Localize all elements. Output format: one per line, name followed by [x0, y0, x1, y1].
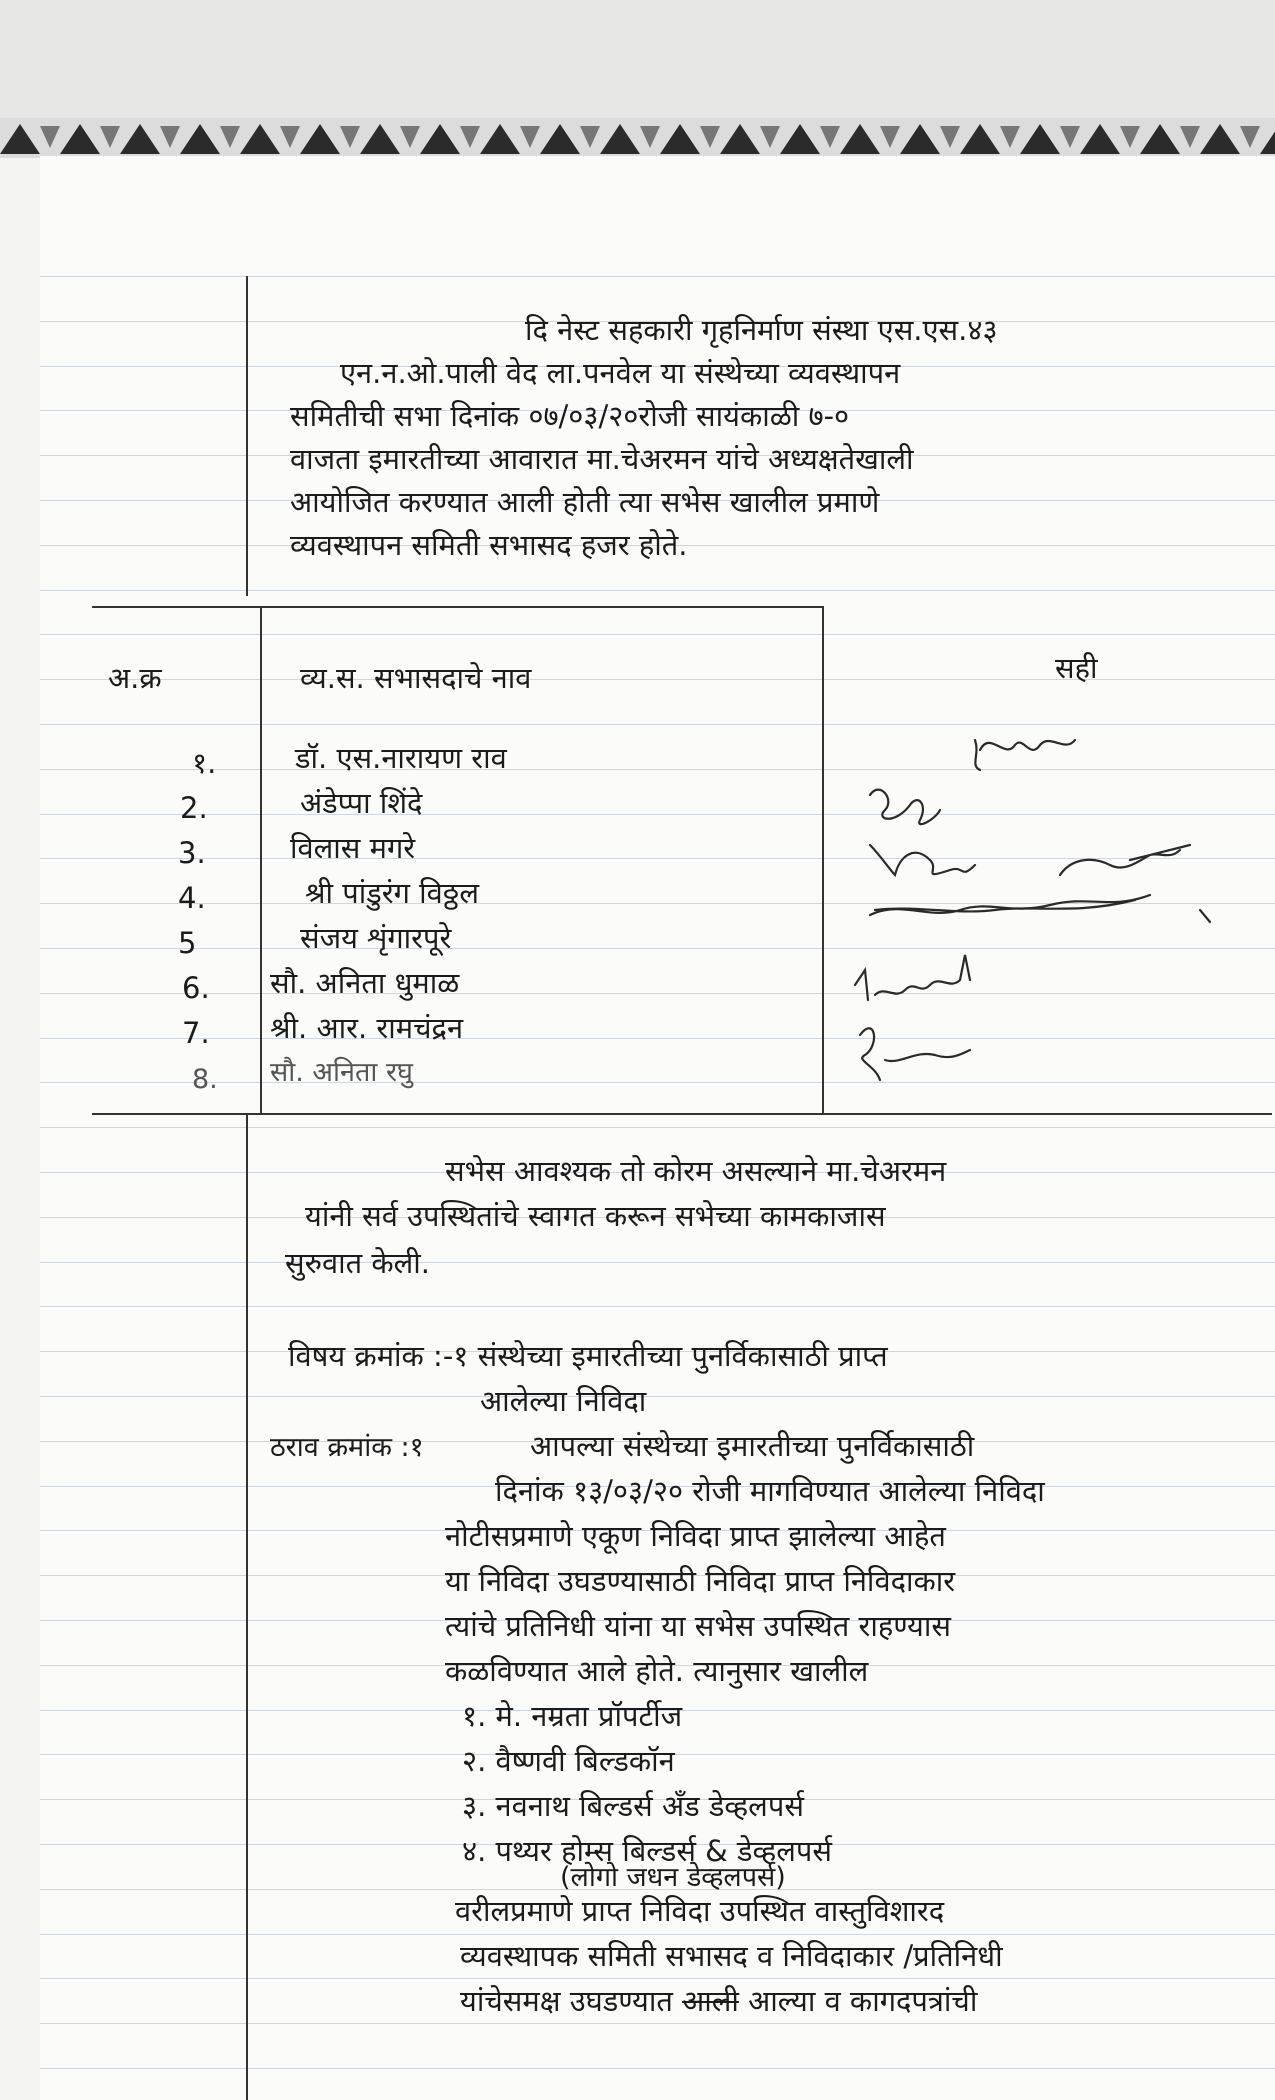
- bidder-item: ३. नवनाथ बिल्डर्स अँड डेव्हलपर्स: [462, 1789, 804, 1823]
- row-sr: 3.: [178, 836, 206, 870]
- border-triangle: [1020, 124, 1060, 154]
- subject-line-1: विषय क्रमांक :-१ संस्थेच्या इमारतीच्या पुनर्विकासाठी प्राप्त: [288, 1339, 888, 1373]
- ruled-line: [40, 590, 1275, 591]
- border-triangle: [60, 124, 100, 154]
- border-triangle: [540, 124, 580, 154]
- border-triangle: [1060, 126, 1080, 148]
- row-sr: 6.: [182, 971, 210, 1005]
- border-triangle: [240, 124, 280, 154]
- row-name: संजय शृंगारपूरे: [300, 921, 452, 955]
- row-sr: 8.: [192, 1064, 218, 1095]
- subject-line-2: आलेल्या निविदा: [480, 1384, 647, 1418]
- row-name: श्री पांडुरंग विठ्ठल: [305, 876, 480, 910]
- border-triangle: [1200, 124, 1240, 154]
- ruled-line: [40, 276, 1275, 277]
- header-line-6: व्यवस्थापन समिती सभासद हजर होते.: [290, 528, 688, 562]
- resolution-line-6: कळविण्यात आले होते. त्यानुसार खालील: [445, 1654, 869, 1688]
- resolution-line-3: नोटीसप्रमाणे एकूण निविदा प्राप्त झालेल्या आहेत: [445, 1519, 946, 1553]
- bidder-item: १. मे. नम्रता प्रॉपर्टीज: [462, 1699, 683, 1733]
- border-triangle: [1000, 126, 1020, 148]
- row-sr: 5: [178, 926, 197, 960]
- scan-background: [0, 0, 1275, 120]
- resolution-line-4: या निविदा उघडण्यासाठी निविदा प्राप्त निविदाकार: [445, 1564, 956, 1598]
- border-triangle: [880, 126, 900, 148]
- column-header-name: व्य.स. सभासदाचे नाव: [300, 661, 532, 695]
- resolution-line-5: त्यांचे प्रतिनिधी यांना या सभेस उपस्थित राहण्यास: [445, 1609, 951, 1643]
- resolution-line-7: वरीलप्रमाणे प्राप्त निविदा उपस्थित वास्तुविशारद: [455, 1894, 945, 1928]
- header-line-5: आयोजित करण्यात आली होती त्या सभेस खालील प्रमाणे: [290, 485, 880, 519]
- border-triangle: [840, 124, 880, 154]
- border-triangle: [180, 124, 220, 154]
- table-bottom-line: [92, 1113, 1272, 1115]
- table-col-line: [822, 606, 824, 1114]
- bidder-item: २. वैष्णवी बिल्डकॉन: [462, 1744, 675, 1778]
- line-9-start: यांचेसमक्ष उघडण्यात: [460, 1984, 673, 2018]
- row-sr: 4.: [178, 881, 206, 915]
- border-triangle: [220, 126, 240, 148]
- struck-word: आली: [682, 1984, 739, 2018]
- border-triangle: [1080, 124, 1120, 154]
- signatures-drawing: [830, 720, 1270, 1100]
- margin-line: [246, 276, 248, 596]
- border-triangle: [900, 124, 940, 154]
- border-triangle: [1140, 124, 1180, 154]
- bidder-4-note: (लोगो जधन डेव्हलपर्स): [560, 1862, 786, 1893]
- border-triangle: [280, 126, 300, 148]
- row-name: सौ. अनिता रघु: [270, 1057, 413, 1088]
- row-sr: 7.: [182, 1016, 210, 1050]
- ruled-line: [40, 634, 1275, 635]
- row-name: श्री. आर. रामचंद्रन: [270, 1011, 464, 1045]
- decorative-border: [0, 118, 1275, 158]
- border-triangle: [480, 124, 520, 154]
- margin-line: [246, 1115, 248, 2100]
- quorum-line-1: सभेस आवश्यक तो कोरम असल्याने मा.चेअरमन: [445, 1154, 947, 1188]
- header-line-2: एन.न.ओ.पाली वेद ला.पनवेल या संस्थेच्या व्यवस्थापन: [340, 356, 901, 390]
- row-name: डॉ. एस.नारायण राव: [295, 741, 507, 775]
- ruled-line: [40, 1306, 1275, 1307]
- border-triangle: [660, 124, 700, 154]
- border-triangle: [360, 124, 400, 154]
- ruled-line: [40, 1262, 1275, 1263]
- ruled-line: [40, 1396, 1275, 1397]
- border-triangle: [600, 124, 640, 154]
- header-line-3: समितीची सभा दिनांक ०७/०३/२०रोजी सायंकाळी ७-०: [290, 399, 850, 433]
- border-triangle: [520, 126, 540, 148]
- header-line-4: वाजता इमारतीच्या आवारात मा.चेअरमन यांचे अध्यक्षतेखाली: [290, 442, 914, 476]
- resolution-line-2: दिनांक १३/०३/२० रोजी मागविण्यात आलेल्या निविदा: [495, 1474, 1045, 1508]
- border-triangle: [420, 124, 460, 154]
- border-triangle: [300, 124, 340, 154]
- quorum-line-3: सुरुवात केली.: [285, 1246, 430, 1280]
- row-name: सौ. अनिता धुमाळ: [270, 966, 460, 1000]
- resolution-line-8: व्यवस्थापक समिती सभासद व निविदाकार /प्रतिनिधी: [460, 1939, 1003, 1973]
- border-triangle: [640, 126, 660, 148]
- ruled-line: [40, 2068, 1275, 2069]
- row-name: विलास मगरे: [290, 831, 416, 865]
- quorum-line-2: यांनी सर्व उपस्थितांचे स्वागत करून सभेच्या कामकाजास: [305, 1199, 886, 1233]
- border-triangle: [1120, 126, 1140, 148]
- table-col-line: [260, 606, 262, 1114]
- ruled-line: [40, 2023, 1275, 2024]
- border-triangle: [40, 126, 60, 148]
- border-triangle: [820, 126, 840, 148]
- border-triangle: [120, 124, 160, 154]
- ruled-line: [40, 1934, 1275, 1935]
- resolution-line-1: आपल्या संस्थेच्या इमारतीच्या पुनर्विकासाठी: [530, 1429, 975, 1463]
- border-triangle: [400, 126, 420, 148]
- border-triangle: [960, 124, 1000, 154]
- border-triangle: [780, 124, 820, 154]
- border-triangle: [1180, 126, 1200, 148]
- ruled-line: [40, 1978, 1275, 1979]
- border-triangle: [580, 126, 600, 148]
- line-9-end: आल्या व कागदपत्रांची: [748, 1984, 978, 2018]
- border-triangle: [0, 124, 40, 154]
- row-sr: १.: [192, 746, 217, 780]
- border-triangle: [160, 126, 180, 148]
- resolution-line-9: [460, 1983, 977, 2019]
- row-name: अंडेप्पा शिंदे: [300, 786, 423, 820]
- border-triangle: [340, 126, 360, 148]
- column-header-sr: अ.क्र: [108, 661, 162, 695]
- ruled-line: [40, 1127, 1275, 1128]
- border-triangle: [940, 126, 960, 148]
- border-triangle: [720, 124, 760, 154]
- row-sr: 2.: [180, 791, 208, 825]
- border-triangle: [1260, 124, 1275, 154]
- border-pattern-icon: [0, 118, 1275, 158]
- border-triangle: [700, 126, 720, 148]
- border-triangle: [760, 126, 780, 148]
- column-header-signature: सही: [1055, 651, 1098, 685]
- table-top-line: [92, 606, 822, 608]
- header-line-1: दि नेस्ट सहकारी गृहनिर्माण संस्था एस.एस.४३: [525, 313, 998, 347]
- border-triangle: [460, 126, 480, 148]
- bidder-item: ४. पथ्यर होम्स बिल्डर्स & डेव्हलपर्स: [462, 1834, 833, 1868]
- border-triangle: [1240, 126, 1260, 148]
- border-triangle: [100, 126, 120, 148]
- resolution-label: ठराव क्रमांक :१: [270, 1432, 424, 1463]
